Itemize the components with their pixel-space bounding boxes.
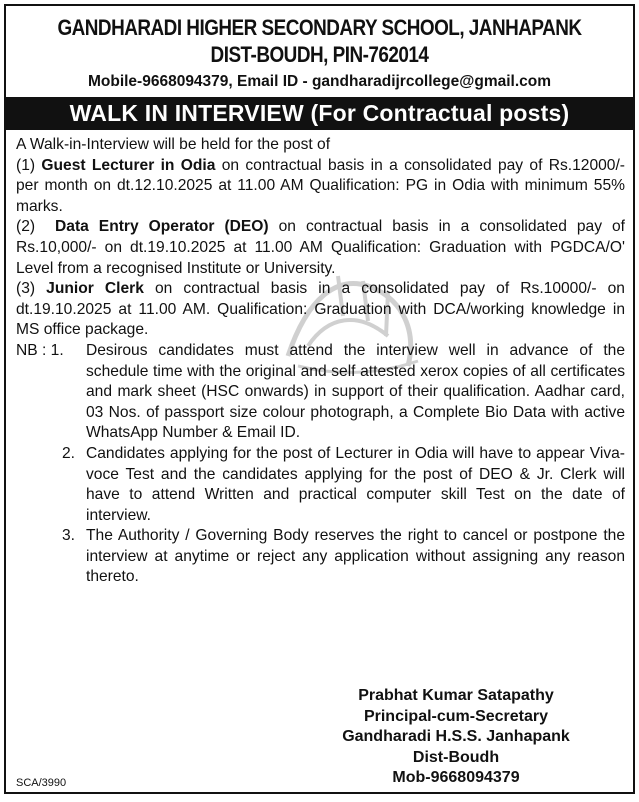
notice-body (6, 130, 633, 588)
signatory-designation: Principal-cum-Secretary (363, 707, 549, 725)
post-title: Data Entry Operator (DEO) (55, 218, 269, 236)
post-item (16, 217, 625, 279)
post-title: Guest Lecturer in Odia (41, 156, 216, 174)
nb-text: Candidates applying for the post of Lecturer in Odia will have to appear Viva-voce Test and the candidates applying for the post of DEO & Jr. Clerk will have to attend Written and practical computer skill Test on the date of interview. (86, 444, 625, 524)
nb-item (16, 341, 625, 444)
nb-item (16, 526, 625, 588)
intro-text: A Walk-in-Interview will be held for the post of (16, 136, 331, 153)
banner-title: WALK IN INTERVIEW (For Contractual posts) (6, 97, 633, 130)
advertisement (4, 4, 635, 794)
post-item (16, 156, 625, 218)
post-title: Junior Clerk (46, 280, 144, 298)
nb-item (16, 444, 625, 526)
nb-number: 3. (62, 527, 76, 545)
signatory-school: Gandharadi H.S.S. Janhapank (342, 728, 570, 745)
post-details: on contractual basis in a consolidated pay of Rs.12000/- per month on dt.12.10.2025 at 11.00 AM Qualification: PG in Odia with minimum 55% marks. (16, 156, 625, 215)
post-item (16, 279, 625, 341)
signatory-mobile: Mob-9668094379 (392, 769, 520, 786)
nb-text: Desirous candidates must attend the interview well in advance of the schedule time with the original and self attested xerox copies of all certificates and mark sheet (HSC onwards) in support of their qualification. Aadhar card, 03 Nos. of passport size colour photograph, a Complete Bio Data with active WhatsApp Number & Email ID. (86, 341, 625, 442)
nb-label: NB : 1. (16, 341, 64, 359)
nb-text: The Authority / Governing Body reserves the right to cancel or postpone the interview at anytime or reject any application without assigning any reason thereto. (86, 527, 625, 586)
signatory-district: Dist-Boudh (412, 748, 500, 766)
post-details: on contractual basis in a consolidated pay of Rs.10000/- on dt.19.10.2025 at 11.00 AM. Qualification: Graduation with DCA/working knowledge in MS office package. (16, 280, 625, 339)
nb-number: 2. (62, 444, 76, 462)
school-address: DIST-BOUDH, PIN-762014 (210, 42, 429, 67)
reference-code: SCA/3990 (16, 777, 67, 789)
post-details: on contractual basis in a consolidated pay of Rs.10,000/- on dt.19.10.2025 at 11.00 AM Qualification: Graduation with PGDCA/O' Level from a recognised Institute or University. (16, 218, 625, 277)
signature-block (306, 686, 606, 789)
post-number: (3) (16, 280, 36, 298)
school-name: GANDHARADI HIGHER SECONDARY SCHOOL, JANHAPANK (57, 15, 582, 40)
contact-line: Mobile-9668094379, Email ID - gandharadijrcollege@gmail.com (87, 73, 552, 90)
post-number: (2) (16, 218, 36, 236)
post-number: (1) (16, 156, 36, 174)
signatory-name: Prabhat Kumar Satapathy (358, 687, 554, 704)
